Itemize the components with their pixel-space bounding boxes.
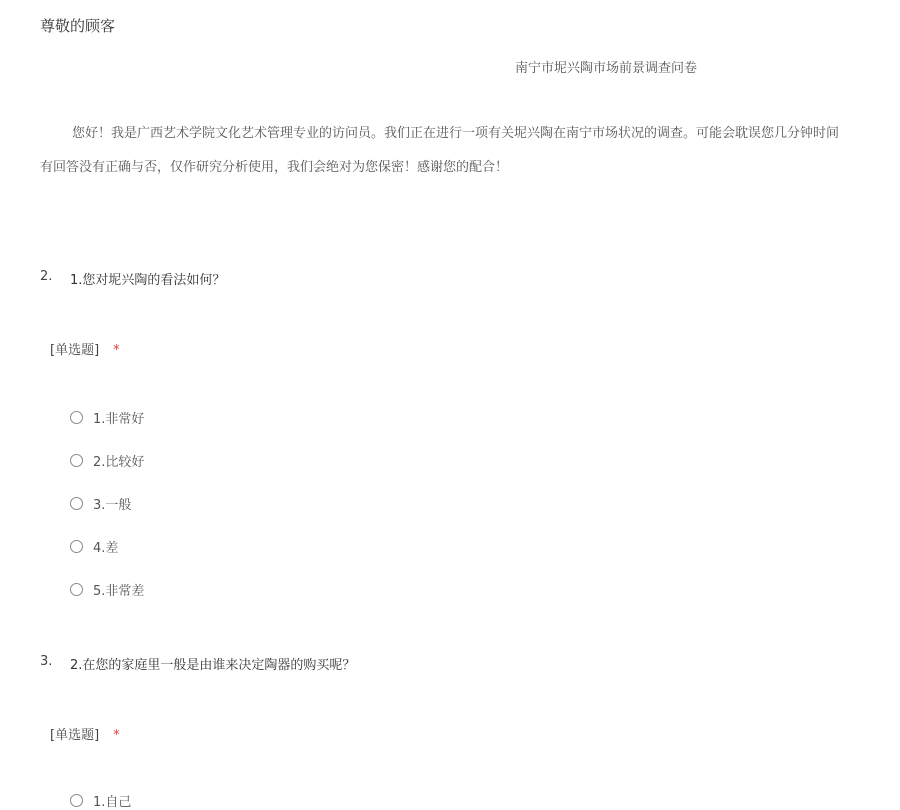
option-radio[interactable]: [70, 408, 144, 426]
option-radio[interactable]: [70, 791, 131, 809]
option-label: 3.一般: [93, 497, 132, 513]
option-label: 1.非常好: [93, 411, 145, 427]
survey-title: 南宁市坭兴陶市场前景调查问卷: [515, 61, 698, 76]
radio-button[interactable]: [70, 583, 83, 596]
question-type: [单选题]: [50, 728, 100, 743]
question-number: 3.: [40, 654, 53, 669]
option-label: 1.自己: [93, 794, 132, 810]
intro-line-2: 有回答没有正确与否，仅作研究分析使用，我们会绝对为您保密！感谢您的配合！: [40, 160, 509, 175]
option-radio[interactable]: [70, 451, 144, 469]
intro-line-1: 您好！我是广西艺术学院文化艺术管理专业的访问员。我们正在进行一项有关坭兴陶在南宁市场状况的调查。可能会耽误您几分钟时间: [72, 126, 840, 141]
radio-button[interactable]: [70, 497, 83, 510]
radio-button[interactable]: [70, 454, 83, 467]
option-label: 2.比较好: [93, 454, 145, 470]
radio-button[interactable]: [70, 540, 83, 553]
option-radio[interactable]: [70, 494, 131, 512]
option-radio[interactable]: [70, 580, 144, 598]
greeting: 尊敬的顾客: [40, 17, 116, 35]
question-text: 1.您对坭兴陶的看法如何？: [70, 273, 226, 288]
required-star: *: [113, 728, 120, 743]
option-label: 5.非常差: [93, 583, 145, 599]
option-label: 4.差: [93, 540, 119, 556]
radio-button[interactable]: [70, 411, 83, 424]
option-radio[interactable]: [70, 537, 118, 555]
question-type: [单选题]: [50, 343, 100, 358]
radio-button[interactable]: [70, 794, 83, 807]
question-type-label: [50, 339, 120, 358]
question-type-label: [50, 724, 120, 743]
question-text: 2.在您的家庭里一般是由谁来决定陶器的购买呢？: [70, 658, 356, 673]
question-number: 2.: [40, 269, 53, 284]
required-star: *: [113, 343, 120, 358]
